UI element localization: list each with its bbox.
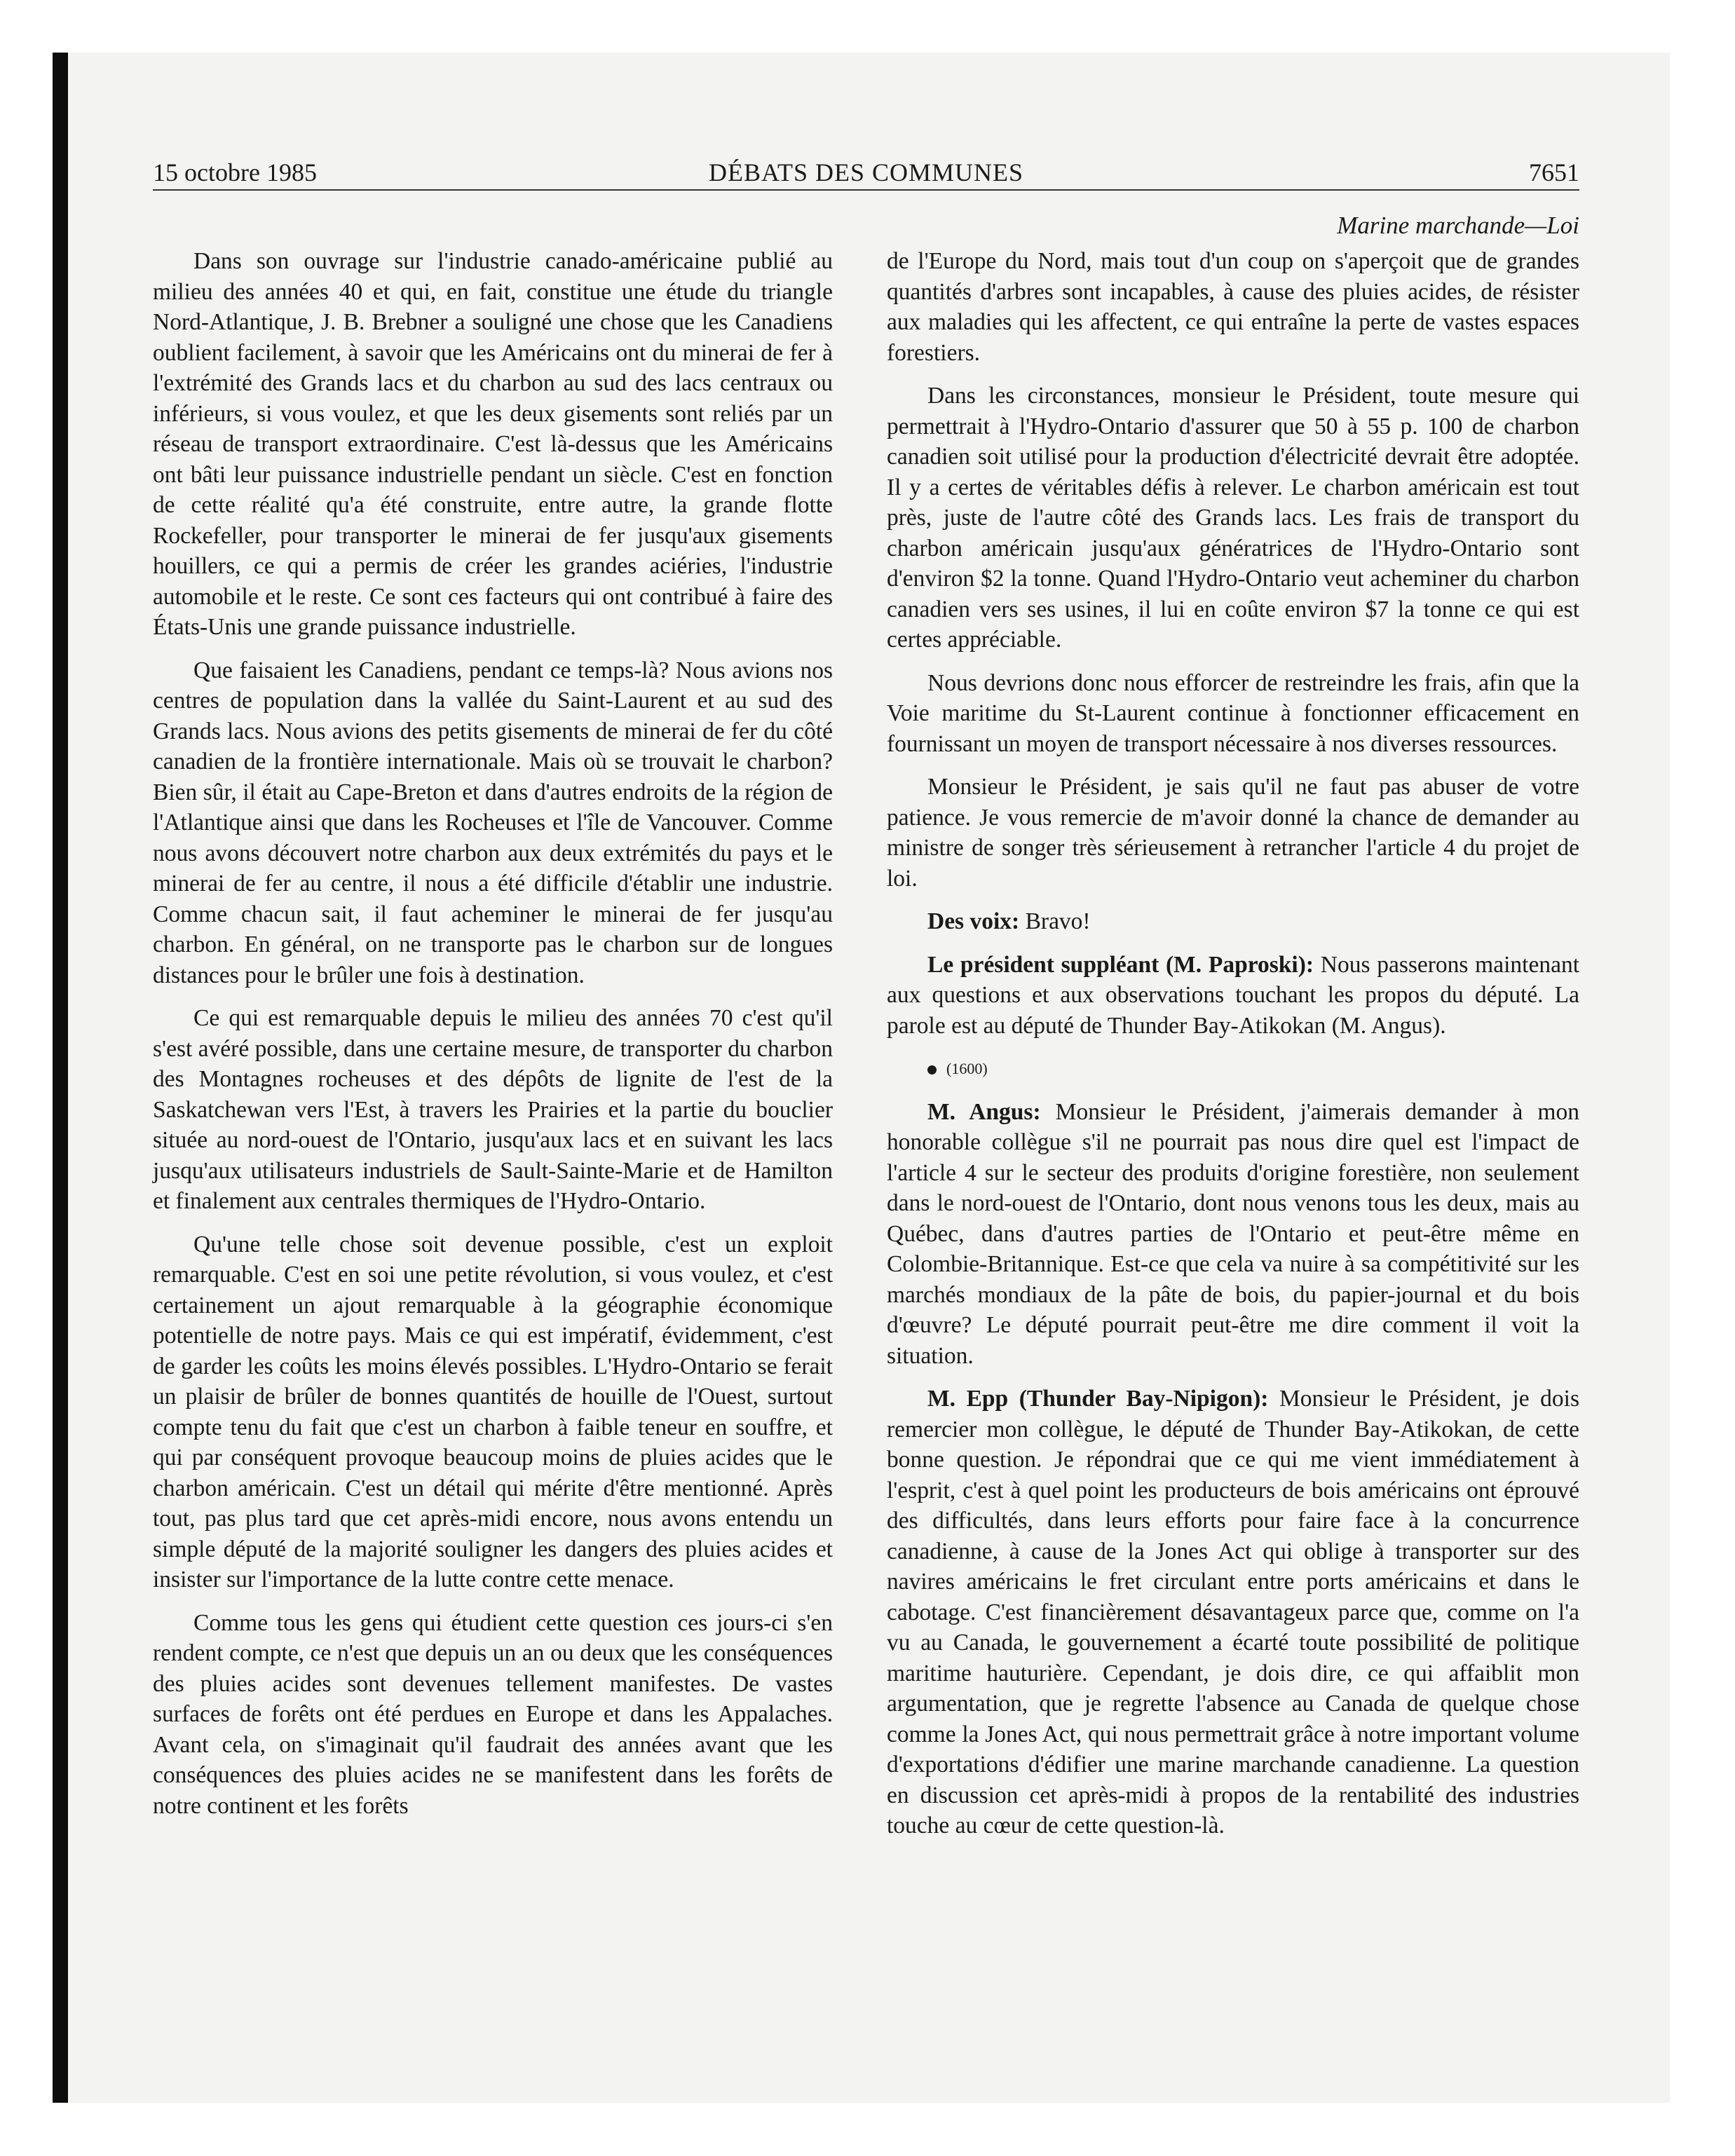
header-title: DÉBATS DES COMMUNES: [708, 158, 1024, 186]
paragraph: Monsieur le Président, je sais qu'il ne faut pas abuser de votre patience. Je vous remercie de m'avoir donné la chance de demander au ministre de songer très sérieusement à retrancher l'article 4 du projet de loi.: [887, 774, 1579, 892]
page-header: [153, 156, 1579, 189]
paragraph: Ce qui est remarquable depuis le milieu des années 70 c'est qu'il s'est avéré possible, dans une certaine mesure, de transporter du charbon des Montagnes rocheuses et des dépôts de lignite de l'est de la Saskatchewan vers l'Est, à travers les Prairies et la partie du bouclier située au nord-ouest de l'Ontario, jusqu'aux lacs et en suivant les lacs jusqu'aux utilisateurs industriels de Sault-Sainte-Marie et de Hamilton et finalement aux centrales thermiques de l'Hydro-Ontario.: [153, 1005, 833, 1214]
paragraph: Qu'une telle chose soit devenue possible, c'est un exploit remarquable. C'est en soi une petite révolution, si vous voulez, et c'est certainement un ajout remarquable à la géographie économique potentielle de notre pays. Mais ce qui est impératif, évidemment, c'est de garder les coûts les moins élevés possibles. L'Hydro-Ontario se ferait un plaisir de brûler de bonnes quantités de houille de l'Ouest, surtout compte tenu du fait que c'est un charbon à faible teneur en souffre, et qui par conséquent provoque beaucoup moins de pluies acides que le charbon américain. C'est un détail qui mérite d'être mentionné. Après tout, pas plus tard que cet après-midi encore, nous avons entendu un simple député de la majorité souligner les dangers des pluies acides et insister sur l'importance de la lutte contre cette menace.: [153, 1231, 833, 1592]
speech: [887, 950, 1579, 1042]
section-title: Marine marchande—Loi: [1337, 212, 1579, 239]
paragraph: Nous devrions donc nous efforcer de restreindre les frais, afin que la Voie maritime du St-Laurent continue à fonctionner efficacement en fournissant un moyen de transport nécessaire à nos diverses ressources.: [887, 669, 1579, 757]
bullet-icon: [927, 1065, 937, 1074]
header-date: 15 octobre 1985: [153, 158, 317, 186]
paragraph: Dans les circonstances, monsieur le Président, toute mesure qui permettrait à l'Hydro-Ontario d'assurer que 50 à 55 p. 100 de charbon canadien soit utilisé pour la production d'électricité devrait être adoptée. Il y a certes de véritables défis à relever. Le charbon américain est tout près, juste de l'autre côté des Grands lacs. Les frais de transport du charbon américain jusqu'aux génératrices de l'Hydro-Ontario sont d'environ $2 la tonne. Quand l'Hydro-Ontario veut acheminer du charbon canadien vers ses usines, il lui en coûte environ $7 la tonne ce qui est certes appréciable.: [887, 383, 1579, 653]
interjection: [887, 906, 1579, 937]
speaker-name: Des voix:: [927, 908, 1020, 934]
speech-text: Bravo!: [1019, 908, 1091, 934]
right-column: [887, 246, 1579, 1854]
page-number: 7651: [1529, 158, 1579, 186]
speaker-name: M. Angus:: [927, 1098, 1041, 1125]
speech-text: Monsieur le Président, je dois remercier mon collègue, le député de Thunder Bay-Atikokan, de cette bonne question. Je répondrai que ce qui me vient immédiatement à l'esprit, c'est à quel point les producteurs de bois américains ont éprouvé des difficultés, dans leurs efforts pour faire face à la concurrence canadienne, à cause de la Jones Act qui oblige à transporter sur des navires américains le fret circulant entre ports américains et dans le cabotage. C'est financièrement désavantageux parce que, comme on l'a vu au Canada, le gouvernement a écarté toute possibilité de politique maritime hauturière. Cependant, je dois dire, ce qui affaiblit mon argumentation, que je regrette l'absence au Canada de quelque chose comme la Jones Act, qui nous permettrait grâce à notre important volume d'exportations d'édifier une marine marchande canadienne. La question en discussion cet après-midi à propos de la rentabilité des industries touche au cœur de cette question-là.: [887, 1386, 1579, 1838]
speech-text: Monsieur le Président, j'aimerais demander à mon honorable collègue s'il ne pourrait pas nous dire quel est l'impact de l'article 4 sur le secteur des produits d'origine forestière, non seulement dans le nord-ouest de l'Ontario, dont nous venons tous les deux, mais au Québec, dans d'autres parties de l'Ontario et peut-être même en Colombie-Britannique. Est-ce que cela va nuire à sa compétitivité sur les marchés mondiaux de la pâte de bois, du papier-journal et du bois d'œuvre? Le député pourrait peut-être me dire comment il voit la situation.: [887, 1098, 1579, 1369]
timestamp: [887, 1053, 1579, 1084]
speech: [887, 1097, 1579, 1372]
paragraph-continuation: de l'Europe du Nord, mais tout d'un coup on s'aperçoit que de grandes quantités d'arbres sont incapables, à cause des pluies acides, de résister aux maladies qui les affectent, ce qui entraîne la perte de vastes espaces forestiers.: [887, 248, 1579, 366]
speech-text: Nous passerons maintenant aux questions et aux observations touchant les propos du député. La parole est au député de Thunder Bay-Atikokan (M. Angus).: [887, 951, 1580, 1039]
speaker-name: M. Epp (Thunder Bay-Nipigon):: [927, 1386, 1269, 1412]
left-column: [153, 246, 833, 1834]
paragraph: Dans son ouvrage sur l'industrie canado-américaine publié au milieu des années 40 et qui, en fait, constitue une étude du triangle Nord-Atlantique, J. B. Brebner a souligné une chose que les Canadiens oublient facilement, à savoir que les Américains ont du minerai de fer à l'extrémité des Grands lacs et du charbon au sud des lacs centraux ou inférieurs, si vous voulez, et que les deux gisements sont reliés par un réseau de transport extraordinaire. C'est là-dessus que les Américains ont bâti leur puissance industrielle pendant un siècle. C'est en fonction de cette réalité qu'a été construite, entre autre, la grande flotte Rockefeller, pour transporter le minerai de fer jusqu'aux gisements houillers, ce qui a permis de créer les grandes aciéries, l'industrie automobile et le reste. Ce sont ces facteurs qui ont contribué à faire des États-Unis une grande puissance industrielle.: [153, 248, 833, 640]
paragraph: Comme tous les gens qui étudient cette question ces jours-ci s'en rendent compte, ce n'est que depuis un an ou deux que les conséquences des pluies acides sont devenues tellement manifestes. De vastes surfaces de forêts ont été perdues en Europe et dans les Appalaches. Avant cela, on s'imaginait qu'il faudrait des années avant que les conséquences des pluies acides ne se manifestent dans les forêts de notre continent et les forêts: [153, 1609, 833, 1819]
scan-edge-bar: [53, 53, 68, 2103]
header-rule: [153, 189, 1579, 191]
timestamp-text: (1600): [946, 1060, 988, 1077]
paragraph: Que faisaient les Canadiens, pendant ce temps-là? Nous avions nos centres de population dans la vallée du Saint-Laurent et au sud des Grands lacs. Nous avions des petits gisements de minerai de fer du côté canadien de la frontière internationale. Mais où se trouvait le charbon? Bien sûr, il était au Cape-Breton et dans d'autres endroits de la région de l'Atlantique ainsi que dans les Rocheuses et l'île de Vancouver. Comme nous avons découvert notre charbon aux deux extrémités du pays et le minerai de fer au centre, il nous a été difficile d'établir une industrie. Comme chacun sait, il faut acheminer le minerai de fer jusqu'au charbon. En général, on ne transporte pas le charbon sur de longues distances pour le brûler une fois à destination.: [153, 657, 833, 988]
speech: [887, 1384, 1579, 1841]
speaker-name: Le président suppléant (M. Paproski):: [927, 951, 1314, 978]
